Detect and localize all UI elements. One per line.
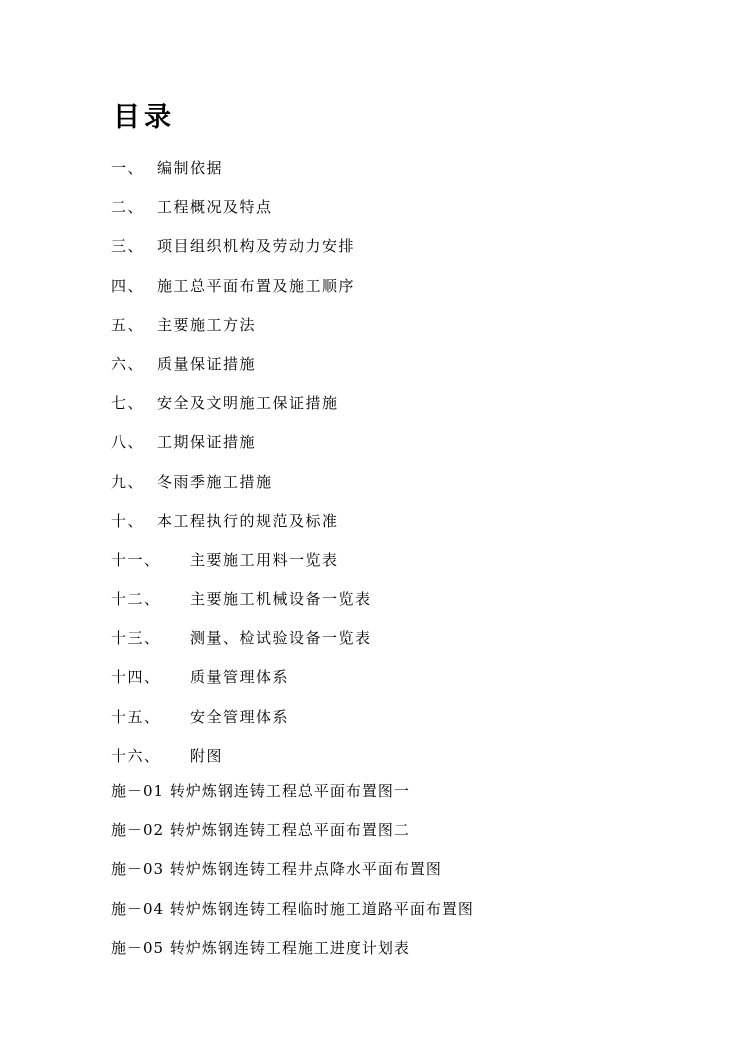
toc-item-number: 十三、 xyxy=(111,629,161,648)
toc-item xyxy=(111,227,372,266)
toc-item-text: 本工程执行的规范及标准 xyxy=(157,511,339,530)
toc-item-number: 十二、 xyxy=(111,590,161,609)
toc-item-number: 九、 xyxy=(111,472,145,491)
toc-item-number: 七、 xyxy=(111,394,145,413)
toc-item-text: 施工总平面布置及施工顺序 xyxy=(157,276,356,295)
attachment-item: 施－05 转炉炼钢连铸工程施工进度计划表 xyxy=(111,938,410,957)
toc-item-text: 主要施工方法 xyxy=(157,315,257,334)
toc-item-number: 三、 xyxy=(111,237,145,256)
toc-item-number: 四、 xyxy=(111,276,145,295)
toc-item xyxy=(111,698,372,737)
toc-item-text: 主要施工机械设备一览表 xyxy=(190,590,372,609)
toc-item-text: 安全及文明施工保证措施 xyxy=(157,394,339,413)
toc-item xyxy=(111,737,372,776)
toc-item-text: 工程概况及特点 xyxy=(157,198,273,217)
toc-item xyxy=(111,502,372,541)
page-title: 目录 xyxy=(113,102,175,133)
toc-item-number: 十五、 xyxy=(111,707,161,726)
toc-item-number: 十、 xyxy=(111,511,145,530)
toc-list xyxy=(111,149,372,776)
toc-item-number: 十六、 xyxy=(111,746,161,765)
toc-item xyxy=(111,619,372,658)
toc-item-text: 附图 xyxy=(190,746,224,765)
toc-item-number: 六、 xyxy=(111,354,145,373)
toc-item-number: 十一、 xyxy=(111,550,161,569)
toc-item xyxy=(111,188,372,227)
toc-item-text: 编制依据 xyxy=(157,159,224,177)
toc-item xyxy=(111,580,372,619)
attachment-item: 施－04 转炉炼钢连铸工程临时施工道路平面布置图 xyxy=(111,899,474,918)
toc-item-text: 工期保证措施 xyxy=(157,433,257,452)
toc-item-text: 安全管理体系 xyxy=(190,707,290,726)
toc-item xyxy=(111,345,372,384)
toc-item-text: 测量、检试验设备一览表 xyxy=(190,629,372,648)
toc-item xyxy=(111,658,372,697)
toc-item xyxy=(111,463,372,502)
toc-item-number: 二、 xyxy=(111,198,145,217)
attachment-item: 施－01 转炉炼钢连铸工程总平面布置图一 xyxy=(111,782,410,800)
toc-item xyxy=(111,384,372,423)
toc-item-text: 冬雨季施工措施 xyxy=(157,472,273,491)
attachment-item: 施－03 转炉炼钢连铸工程井点降水平面布置图 xyxy=(111,860,442,879)
toc-item-text: 质量保证措施 xyxy=(157,354,257,373)
toc-item xyxy=(111,306,372,345)
toc-item-text: 主要施工用料一览表 xyxy=(190,550,339,569)
toc-item xyxy=(111,541,372,580)
toc-item-text: 项目组织机构及劳动力安排 xyxy=(157,237,356,256)
toc-item xyxy=(111,423,372,462)
toc-item-text: 质量管理体系 xyxy=(190,668,290,687)
toc-item-number: 十四、 xyxy=(111,668,161,687)
toc-item xyxy=(111,149,372,188)
toc-item xyxy=(111,267,372,306)
attachment-item: 施－02 转炉炼钢连铸工程总平面布置图二 xyxy=(111,821,410,840)
attachment-list xyxy=(111,772,474,968)
toc-item-number: 五、 xyxy=(111,315,145,334)
toc-item-number: 一、 xyxy=(111,159,145,177)
toc-item-number: 八、 xyxy=(111,433,145,452)
